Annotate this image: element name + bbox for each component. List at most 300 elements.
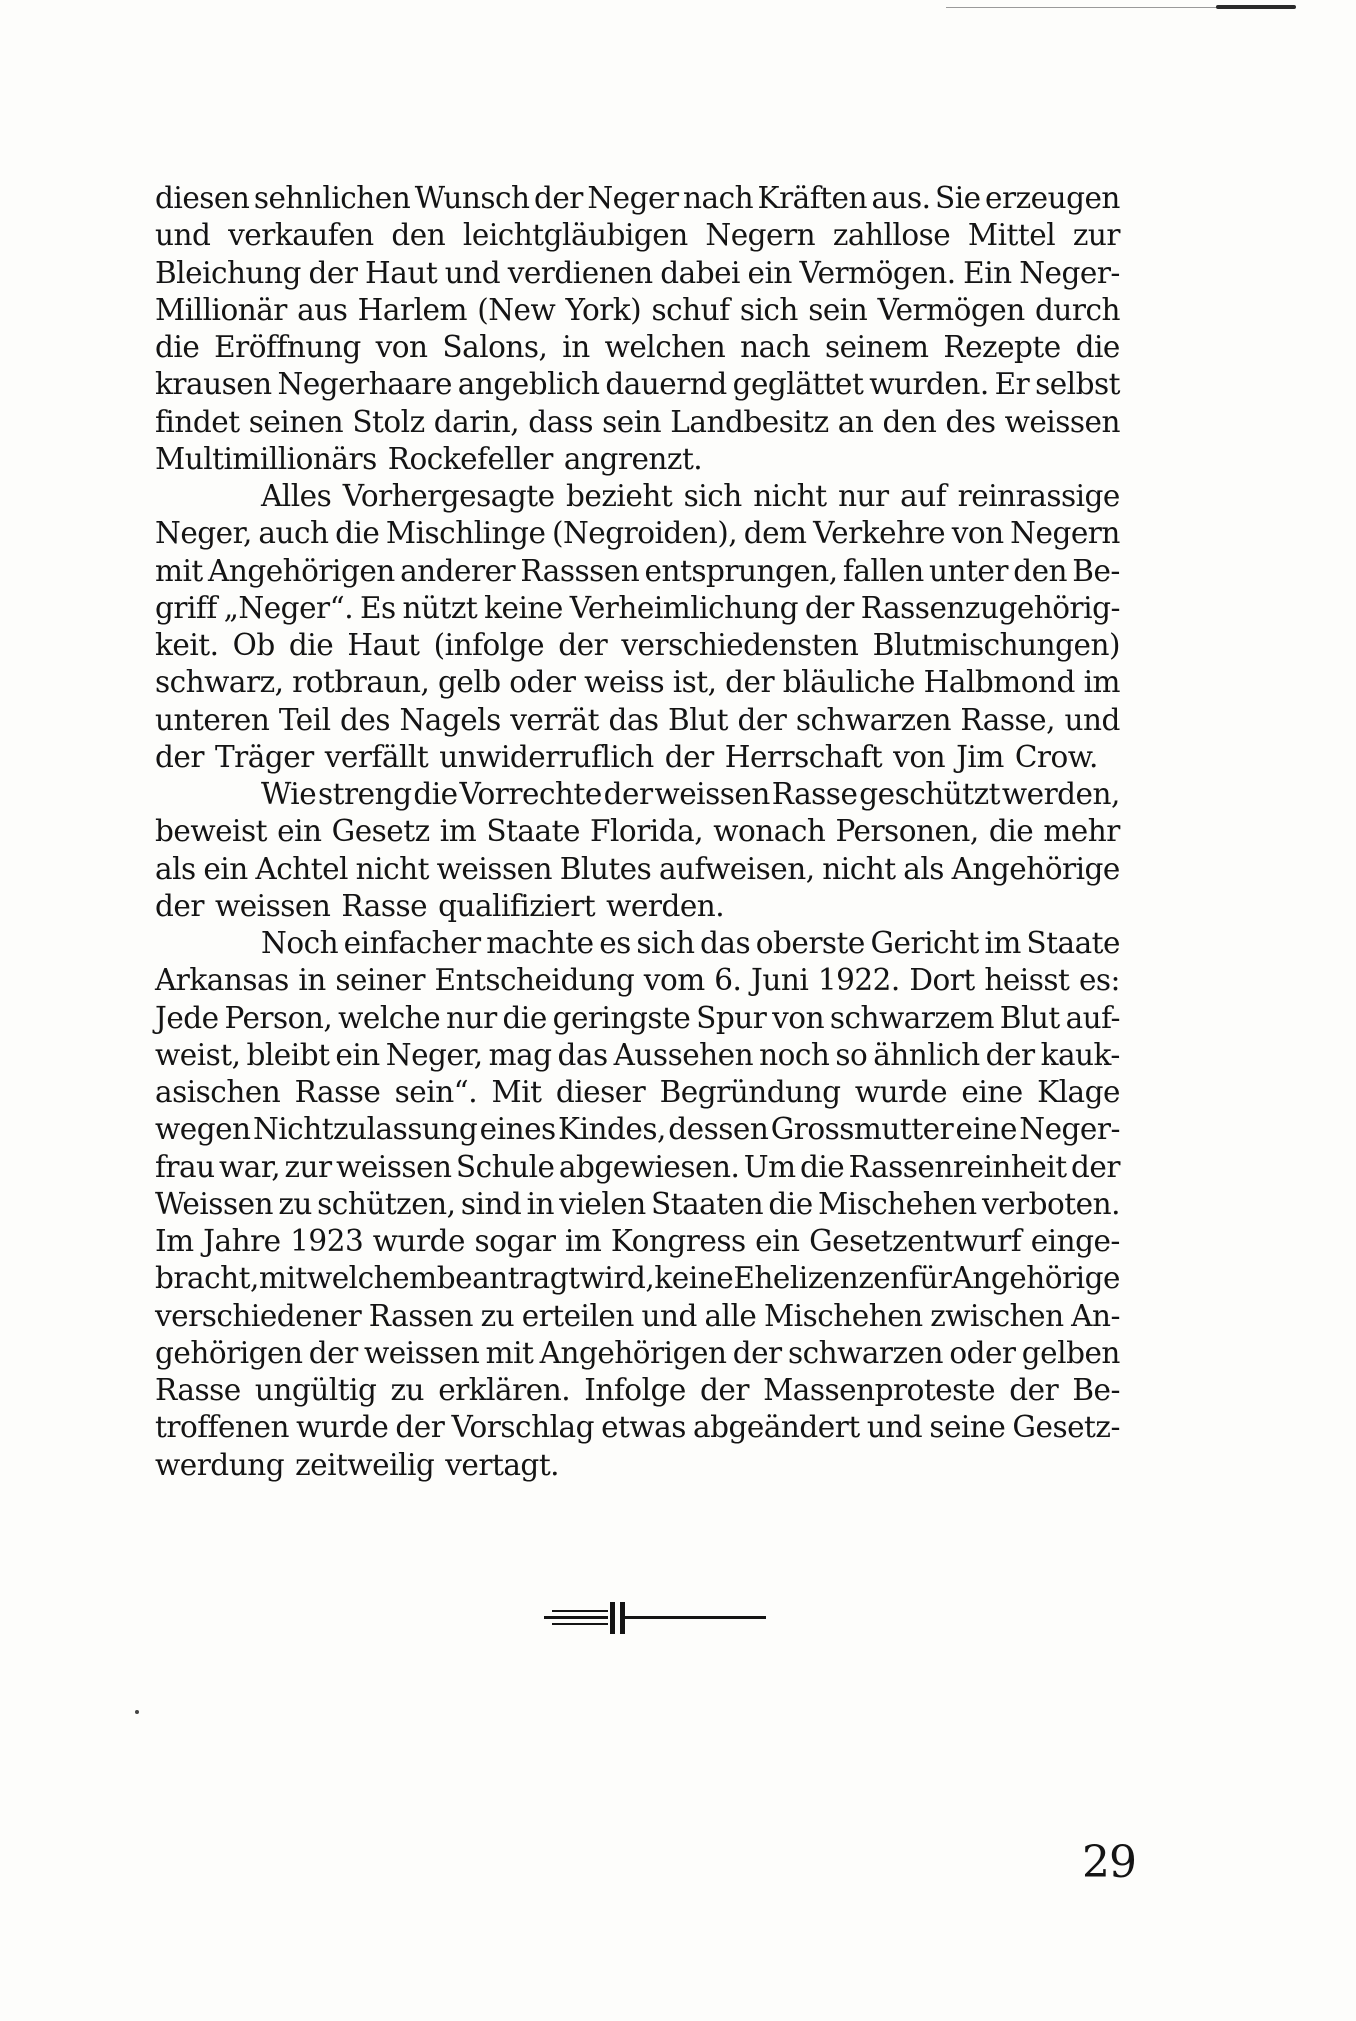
word: (New xyxy=(477,292,556,327)
word: Jahre xyxy=(203,1224,281,1258)
word: der xyxy=(737,702,787,737)
word: beantragt xyxy=(436,1261,580,1296)
word: als xyxy=(155,851,196,886)
word: Verheimlichung xyxy=(569,590,799,625)
word: von xyxy=(375,330,428,364)
word: schwarzen xyxy=(795,702,951,737)
word: Angehörigen xyxy=(539,1335,727,1370)
word: und xyxy=(866,1410,923,1445)
word: der xyxy=(155,888,204,923)
word: Rassenzugehörig- xyxy=(860,590,1120,625)
word: der xyxy=(558,628,608,662)
word: heisst xyxy=(984,963,1070,998)
word: Rassen xyxy=(368,1298,473,1333)
word: die xyxy=(1075,330,1120,364)
word: zu xyxy=(390,1373,425,1407)
word: Blutes xyxy=(559,851,652,886)
word: welche xyxy=(338,1000,441,1035)
text-line xyxy=(155,217,1120,254)
text-line xyxy=(155,813,1120,850)
text-line xyxy=(155,702,1120,739)
word: schwarzem xyxy=(829,1000,994,1035)
word: unter xyxy=(929,553,1008,588)
word: ein xyxy=(277,814,322,849)
word: durch xyxy=(1034,292,1120,327)
word: gehörigen xyxy=(155,1335,303,1370)
word: Alles xyxy=(261,479,332,513)
word: Gericht xyxy=(870,926,979,960)
top-edge-marks xyxy=(0,0,1356,22)
word: Crow. xyxy=(1014,739,1098,774)
word: der xyxy=(725,665,775,700)
text-line xyxy=(155,851,1120,888)
word: von xyxy=(951,516,1004,551)
text-line xyxy=(155,1335,1120,1372)
word: verkaufen xyxy=(228,218,374,253)
word: selbst xyxy=(1035,367,1120,402)
word: (Negroiden), xyxy=(551,516,738,551)
text-line xyxy=(155,1000,1120,1037)
word: Rasssen xyxy=(520,553,640,588)
word: die xyxy=(988,814,1034,849)
word: die xyxy=(768,1186,813,1221)
word: Angehörigen xyxy=(208,553,395,588)
word: Rassenreinheit xyxy=(848,1149,1067,1184)
word: Teil xyxy=(278,702,331,737)
word: Blut xyxy=(668,702,728,737)
text-line xyxy=(155,478,1120,515)
word: Verkehre xyxy=(813,516,946,551)
word: Um xyxy=(743,1149,796,1184)
word: Staate xyxy=(486,814,580,849)
word: Kongress xyxy=(610,1224,746,1258)
word: findet xyxy=(155,404,240,439)
word: Nagels xyxy=(399,702,501,737)
word: mit xyxy=(259,1261,307,1296)
word: nur xyxy=(446,1000,497,1035)
word: unwiderruflich xyxy=(439,739,654,774)
word: alle xyxy=(704,1298,757,1333)
word: Vorrechte xyxy=(459,777,602,811)
word: angrenzt. xyxy=(563,441,703,476)
word: von xyxy=(893,739,946,774)
word: wonach xyxy=(713,814,826,849)
word: ungültig xyxy=(254,1373,377,1407)
word: der xyxy=(308,255,358,290)
word: Mischehen xyxy=(763,1298,923,1333)
word: auch xyxy=(258,516,329,551)
word: ein xyxy=(747,255,792,290)
word: der xyxy=(603,777,653,811)
word: der xyxy=(732,1335,782,1370)
word: leichtgläubigen xyxy=(462,218,688,253)
word: Jede xyxy=(155,1000,219,1035)
word: bleibt xyxy=(246,1037,330,1072)
word: der xyxy=(155,739,204,774)
word: Neger, xyxy=(385,1037,483,1072)
word: Negerhaare xyxy=(277,367,452,402)
word: Achtel xyxy=(255,851,348,886)
word: Begründung xyxy=(659,1075,841,1109)
word: Vorschlag xyxy=(451,1410,594,1445)
word: schwarzen xyxy=(787,1335,944,1370)
word: fallen xyxy=(842,553,924,588)
word: das xyxy=(557,1037,608,1072)
word: weissen xyxy=(336,1149,452,1184)
word: geschützt xyxy=(859,777,1001,811)
word: Ob xyxy=(232,628,275,662)
word: der xyxy=(664,739,714,774)
word: und xyxy=(155,218,211,253)
word: Landbesitz xyxy=(670,404,829,439)
word: weissen xyxy=(1004,404,1120,439)
word: werdung xyxy=(155,1447,285,1482)
word: wurde xyxy=(854,1075,948,1109)
word: dessen xyxy=(668,1112,769,1147)
word: Vorhergesagte xyxy=(342,479,555,513)
word: wurde xyxy=(296,1410,389,1445)
word: ist, xyxy=(672,665,717,700)
word: Gesetz xyxy=(331,814,430,849)
text-line xyxy=(155,515,1120,552)
word: Eröffnung xyxy=(214,330,361,364)
word: abgewiesen. xyxy=(558,1149,740,1184)
word: Neger- xyxy=(1019,255,1120,290)
word: Bleichung xyxy=(155,255,301,290)
word: so xyxy=(835,1037,868,1072)
text-line xyxy=(155,1260,1120,1297)
text-line xyxy=(155,292,1120,329)
word: Millionär xyxy=(155,292,287,327)
word: Juni xyxy=(751,963,809,998)
word: Blutmischungen) xyxy=(872,628,1120,662)
word: aufweisen, xyxy=(658,851,815,886)
word: dem xyxy=(743,516,807,551)
text-line xyxy=(155,962,1120,999)
word: sein xyxy=(808,292,868,327)
word: der xyxy=(1009,1373,1059,1407)
word: Personen, xyxy=(835,814,979,849)
word: sein“. xyxy=(394,1075,478,1109)
word: York) xyxy=(565,292,642,327)
word: erzeugen xyxy=(985,181,1120,215)
word: oder xyxy=(949,1335,1016,1370)
word: anderer xyxy=(400,553,516,588)
word: für xyxy=(908,1261,952,1296)
word: Kräften xyxy=(757,181,867,215)
word: des xyxy=(340,702,390,737)
word: Staate xyxy=(1026,926,1120,960)
word: Be- xyxy=(1072,1373,1120,1407)
word: qualifiziert xyxy=(438,888,596,923)
word: mehr xyxy=(1043,814,1120,849)
text-line xyxy=(155,627,1120,664)
word: sehnlichen xyxy=(253,181,411,215)
word: Blut xyxy=(999,1000,1060,1035)
word: seiner xyxy=(335,963,425,998)
word: sogar xyxy=(474,1224,556,1258)
word: einge- xyxy=(1030,1224,1120,1258)
text-line xyxy=(155,255,1120,292)
text-line xyxy=(155,888,1120,925)
text-line xyxy=(155,1149,1120,1186)
word: bracht, xyxy=(155,1261,259,1296)
word: weist, xyxy=(155,1037,241,1072)
word: Rasse xyxy=(771,777,858,811)
text-line xyxy=(155,739,1120,776)
word: sich xyxy=(739,292,798,327)
word: das xyxy=(608,702,659,737)
word: im xyxy=(1083,665,1120,700)
word: im xyxy=(984,926,1021,960)
word: verrät xyxy=(510,702,599,737)
word: Haut xyxy=(347,628,420,662)
word: und xyxy=(444,255,501,290)
word: zeitweilig xyxy=(295,1447,435,1482)
word: Massenproteste xyxy=(763,1373,996,1407)
word: an xyxy=(837,404,874,439)
word: vertagt. xyxy=(445,1447,560,1482)
word: Mit xyxy=(491,1075,542,1109)
word: sich xyxy=(683,479,742,513)
word: Rockefeller xyxy=(387,441,553,476)
word: zu xyxy=(278,1186,312,1221)
word: Es xyxy=(359,590,396,625)
word: sich xyxy=(636,926,695,960)
word: ähnlich xyxy=(873,1037,980,1072)
word: verboten. xyxy=(981,1186,1120,1221)
word: kauk- xyxy=(1040,1037,1120,1072)
text-line xyxy=(155,441,1120,478)
word: die xyxy=(413,777,458,811)
word: einfacher xyxy=(343,926,481,960)
word: beweist xyxy=(155,814,267,849)
word: Arkansas xyxy=(155,963,289,998)
word: Harlem xyxy=(357,292,467,327)
word: geglättet xyxy=(732,367,864,402)
word: Haut xyxy=(365,255,438,290)
word: Vermögen. xyxy=(799,255,956,290)
word: der xyxy=(804,590,854,625)
word: oberste xyxy=(755,926,865,960)
word: ein xyxy=(203,851,248,886)
word: zu xyxy=(480,1298,515,1333)
word: weissen xyxy=(654,777,770,811)
word: die xyxy=(502,1000,547,1035)
text-line xyxy=(155,553,1120,590)
word: Negern xyxy=(1010,516,1120,551)
word: der xyxy=(699,1373,749,1407)
word: war, xyxy=(219,1149,281,1184)
word: auf xyxy=(900,479,947,513)
text-line xyxy=(155,1186,1120,1223)
word: keit. xyxy=(155,628,219,662)
word: wurde xyxy=(372,1224,465,1258)
word: noch xyxy=(759,1037,830,1072)
word: im xyxy=(439,814,477,849)
word: das xyxy=(700,926,751,960)
word: der xyxy=(395,1410,445,1445)
word: asischen xyxy=(155,1075,281,1109)
text-line xyxy=(155,925,1120,962)
word: die xyxy=(288,628,334,662)
word: Nichtzulassung xyxy=(252,1112,478,1147)
word: wird, xyxy=(579,1261,655,1296)
word: als xyxy=(903,851,944,886)
word: darin, xyxy=(433,404,520,439)
word: seinem xyxy=(825,330,929,364)
word: Sie xyxy=(934,181,981,215)
word: Multimillionärs xyxy=(155,441,377,476)
word: Noch xyxy=(261,926,339,960)
word: griff xyxy=(155,590,217,625)
word: den xyxy=(882,404,937,439)
word: weissen xyxy=(214,888,331,923)
word: Rezepte xyxy=(943,330,1061,364)
word: wegen xyxy=(155,1112,251,1147)
word: Herrschaft xyxy=(724,739,883,774)
word: Negern xyxy=(705,218,816,253)
word: den xyxy=(1013,553,1068,588)
word: eines xyxy=(479,1112,556,1147)
word: mag xyxy=(488,1037,552,1072)
word: Gesetzentwurf xyxy=(809,1224,1022,1258)
word: Träger xyxy=(214,739,314,774)
word: vom xyxy=(643,963,705,998)
word: Im xyxy=(155,1224,194,1258)
word: zahllose xyxy=(832,218,951,253)
word: auf- xyxy=(1065,1000,1120,1035)
word: eine xyxy=(955,1112,1017,1147)
word: der xyxy=(533,181,583,215)
word: des xyxy=(945,404,996,439)
word: zur xyxy=(1072,218,1120,253)
word: wurden. xyxy=(869,367,989,402)
word: erklären. xyxy=(438,1373,571,1407)
word: Angehörige xyxy=(951,1261,1120,1296)
word: krausen xyxy=(155,367,272,402)
text-line xyxy=(155,1074,1120,1111)
word: 1923 xyxy=(290,1224,364,1258)
text-line xyxy=(155,590,1120,627)
word: Mittel xyxy=(967,218,1056,253)
word: erteilen xyxy=(521,1298,634,1333)
word: oder xyxy=(509,665,576,700)
word: Wunsch xyxy=(414,181,530,215)
text-line xyxy=(155,180,1120,217)
word: keine xyxy=(654,1261,734,1296)
word: Schule xyxy=(455,1149,555,1184)
word: ein xyxy=(335,1037,380,1072)
word: Salons, xyxy=(442,330,548,364)
word: und xyxy=(641,1298,697,1333)
word: sind xyxy=(460,1186,522,1221)
word: Mischlinge xyxy=(385,516,546,551)
word: welchen xyxy=(604,330,726,364)
word: der xyxy=(985,1037,1035,1072)
word: Florida, xyxy=(590,814,704,849)
word: weissen xyxy=(436,851,553,886)
word: werden, xyxy=(1001,777,1120,811)
word: angeblich xyxy=(457,367,600,402)
word: machte xyxy=(486,926,594,960)
word: zur xyxy=(284,1149,332,1184)
word: Staaten xyxy=(651,1186,764,1221)
word: gelb xyxy=(437,665,501,700)
word: 1922. xyxy=(817,963,900,998)
word: schwarz, xyxy=(155,665,284,700)
word: frau xyxy=(155,1149,215,1184)
word: verschiedener xyxy=(155,1298,362,1333)
word: Wie xyxy=(261,777,317,811)
word: welchem xyxy=(306,1261,437,1296)
word: nicht xyxy=(822,851,896,886)
word: es xyxy=(599,926,631,960)
word: „Neger“. xyxy=(223,590,354,625)
word: Spur xyxy=(696,1000,767,1035)
word: Neger, xyxy=(155,516,252,551)
word: Person, xyxy=(224,1000,333,1035)
top-edge-smudge xyxy=(1216,5,1296,9)
word: Neger xyxy=(587,181,679,215)
word: rotbraun, xyxy=(292,665,430,700)
text-line xyxy=(155,1298,1120,1335)
word: 6. xyxy=(714,963,742,998)
word: eine xyxy=(961,1075,1023,1109)
word: nützt xyxy=(402,590,478,625)
word: unteren xyxy=(155,702,270,737)
word: abgeändert xyxy=(693,1410,860,1445)
text-line xyxy=(155,366,1120,403)
word: nach xyxy=(682,181,754,215)
word: Gesetz- xyxy=(1012,1410,1120,1445)
word: Rasse, xyxy=(960,702,1056,737)
word: verdienen xyxy=(507,255,653,290)
text-line xyxy=(155,664,1120,701)
word: Rasse xyxy=(341,888,428,923)
word: Halbmond xyxy=(923,665,1075,700)
word: nicht xyxy=(355,851,429,886)
word: Klage xyxy=(1037,1075,1120,1109)
text-line xyxy=(155,1223,1120,1260)
word: die xyxy=(335,516,380,551)
word: Entscheidung xyxy=(434,963,635,998)
word: weissen xyxy=(363,1335,480,1370)
text-line xyxy=(155,1037,1120,1074)
word: in xyxy=(298,963,326,998)
word: verschiedensten xyxy=(621,628,859,662)
word: Neger- xyxy=(1019,1112,1120,1147)
body-text xyxy=(155,180,1120,1484)
word: keine xyxy=(484,590,563,625)
word: und xyxy=(1064,702,1120,737)
word: Vermögen xyxy=(877,292,1025,327)
word: die xyxy=(155,330,200,364)
word: vielen xyxy=(559,1186,646,1221)
word: seinen xyxy=(248,404,344,439)
word: bezieht xyxy=(566,479,673,513)
section-divider-ornament-icon xyxy=(544,1598,766,1638)
word: Stolz xyxy=(352,404,425,439)
word: Weissen xyxy=(155,1186,274,1221)
word: Infolge xyxy=(584,1373,686,1407)
word: Grossmutter xyxy=(770,1112,954,1147)
word: der xyxy=(1071,1149,1120,1184)
word: dieser xyxy=(555,1075,646,1109)
word: etwas xyxy=(601,1410,686,1445)
word: (infolge xyxy=(433,628,545,662)
word: es: xyxy=(1078,963,1120,998)
